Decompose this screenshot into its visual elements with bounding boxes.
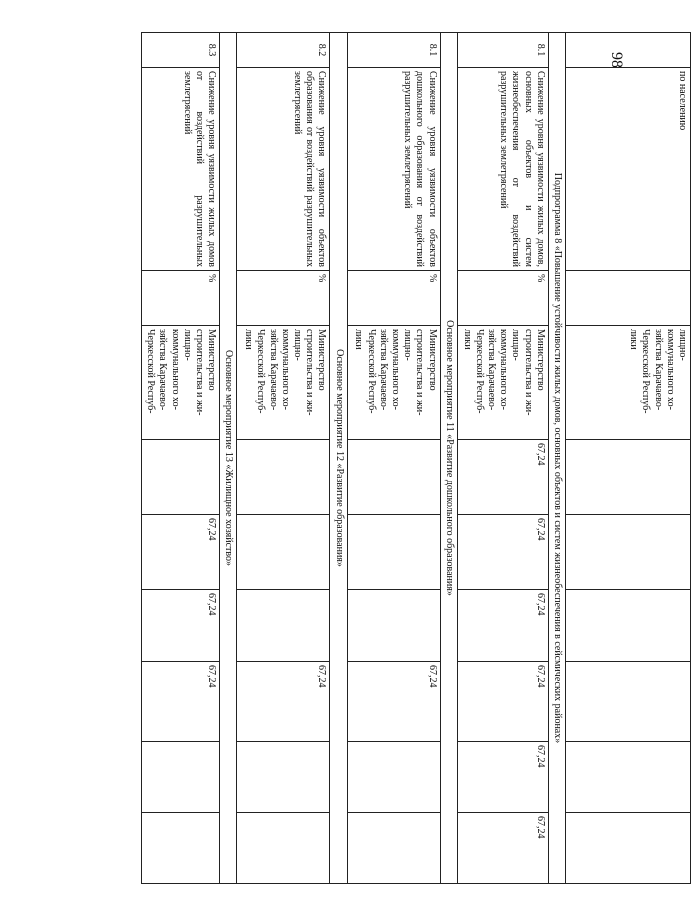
value-cell: [142, 813, 220, 884]
value-cell: [347, 742, 440, 813]
row-number: 8.3: [142, 33, 220, 68]
executor-cell: [142, 326, 220, 440]
value-cell: 67,24: [457, 662, 548, 742]
executor-cell: [457, 326, 548, 440]
value-cell: [347, 515, 440, 590]
executor-text: Министерство строительства и жи- лищно- коммунального хо- зяйства Карачаево- Черкесской Респуб- лики: [461, 329, 546, 416]
value-cell: 67,24: [457, 515, 548, 590]
unit-cell: %: [457, 271, 548, 326]
value-cell: [566, 515, 691, 590]
value-cell: 67,24: [347, 662, 440, 742]
section-header: Подпрограмма 8 «Повышение устойчивости жилых домов, основных объектов и систем жизнеобеспечения в сейсмических районах»: [548, 33, 565, 884]
indicators-table: [141, 32, 691, 884]
value-cell: [142, 742, 220, 813]
section-header: Основное мероприятие 11 «Развитие дошкольного образования»: [440, 33, 457, 884]
executor-text: Министерство строительства и жи- лищно- коммунального хо- зяйства Карачаево- Черкесской Респуб- лики: [243, 329, 328, 416]
section-header: Основное мероприятие 12 «Развитие образования»: [330, 33, 347, 884]
value-cell: 67,24: [237, 662, 330, 742]
value-cell: [566, 662, 691, 742]
section-header: Основное мероприятие 13 «Жилищное хозяйство»: [220, 33, 237, 884]
executor-cell: [566, 326, 691, 440]
value-cell: 67,24: [457, 440, 548, 515]
value-cell: [142, 440, 220, 515]
value-cell: [237, 440, 330, 515]
table-row: [237, 33, 330, 884]
unit-cell: %: [347, 271, 440, 326]
value-cell: [237, 515, 330, 590]
value-cell: [237, 590, 330, 662]
row-number: 8.1: [347, 33, 440, 68]
value-cell: 67,24: [142, 515, 220, 590]
page-number-text: 98: [608, 52, 625, 68]
rotated-table-container: [145, 32, 691, 883]
indicator-description: Снижение уровня уязвимости объектов образования от воздействий разрушительных землетрясений: [237, 68, 330, 271]
indicator-description: Снижение уровня уязвимости жилых домов, основных объектов и систем жизнеобеспечения от воздействий разрушительных землетрясений: [457, 68, 548, 271]
section-header-row: [330, 33, 347, 884]
indicator-description: Снижение уровня уязвимости жилых домов от воздействий разрушительных землетрясений: [142, 68, 220, 271]
value-cell: 67,24: [142, 590, 220, 662]
value-cell: 67,24: [142, 662, 220, 742]
indicator-description: по населению: [566, 68, 691, 271]
value-cell: 67,24: [457, 813, 548, 884]
executor-cell: [237, 326, 330, 440]
unit-cell: %: [142, 271, 220, 326]
section-header-row: [440, 33, 457, 884]
value-cell: [237, 742, 330, 813]
section-header-row: [548, 33, 565, 884]
value-cell: [347, 813, 440, 884]
value-cell: [566, 590, 691, 662]
value-cell: 67,24: [457, 590, 548, 662]
unit-cell: %: [237, 271, 330, 326]
table-row: [142, 33, 220, 884]
row-number: 8.1: [457, 33, 548, 68]
value-cell: [347, 590, 440, 662]
unit-cell: [566, 271, 691, 326]
indicator-description: Снижение уровня уязвимости объектов дошкольного образования от воздействий разрушительных землетрясений: [347, 68, 440, 271]
executor-text: Министерство строительства и жи- лищно- коммунального хо- зяйства Карачаево- Черкесской Респуб- лики: [353, 329, 438, 416]
table-row: [347, 33, 440, 884]
executor-cell: [347, 326, 440, 440]
executor-text: Министерство строительства и жи- лищно- коммунального хо- зяйства Карачаево- Черкесской Респуб-: [145, 329, 218, 416]
executor-text: лищно- коммунального хо- зяйства Карачаево- Черкесской Респуб- лики: [628, 329, 688, 414]
value-cell: [347, 440, 440, 515]
table-row: [457, 33, 548, 884]
value-cell: [566, 440, 691, 515]
value-cell: 67,24: [457, 742, 548, 813]
value-cell: [237, 813, 330, 884]
row-number: 8.2: [237, 33, 330, 68]
value-cell: [566, 742, 691, 813]
table-row: [566, 33, 691, 884]
row-number: [566, 33, 691, 68]
value-cell: [566, 813, 691, 884]
section-header-row: [220, 33, 237, 884]
